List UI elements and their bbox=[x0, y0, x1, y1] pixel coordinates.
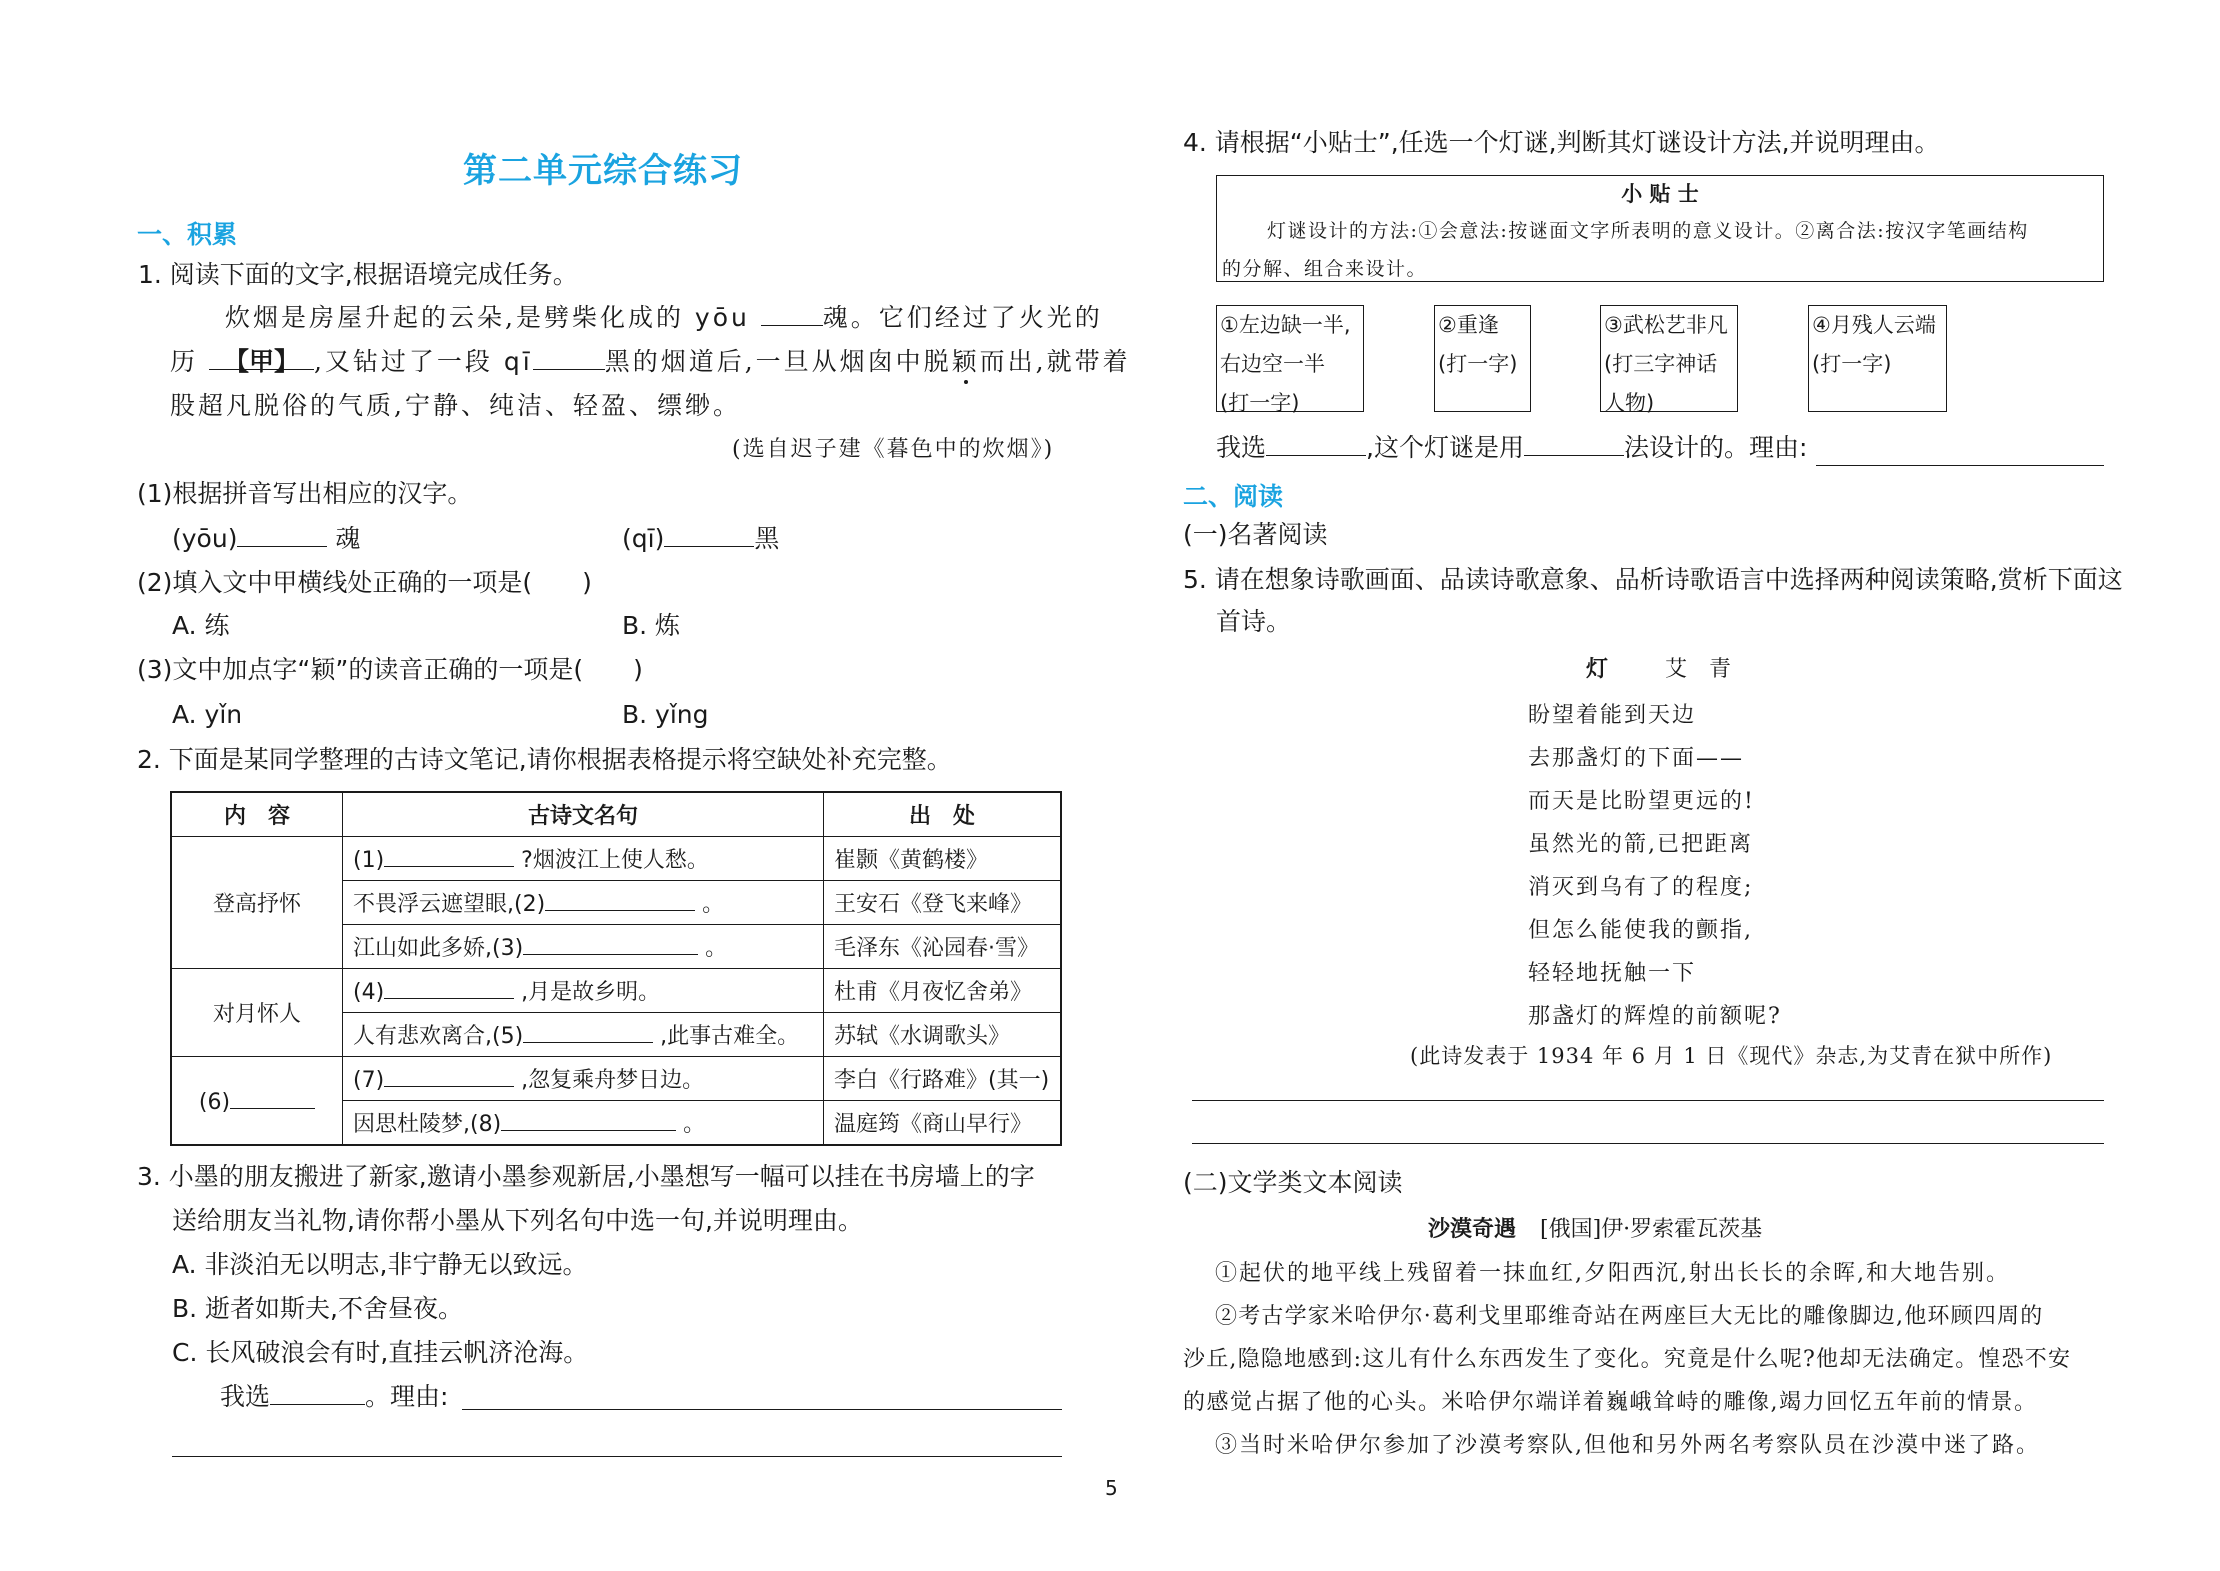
riddle-card-2[interactable] bbox=[1434, 305, 1531, 412]
riddle-line: 右边空一半 bbox=[1220, 352, 1325, 376]
quote-post: 。 bbox=[705, 936, 728, 961]
passage-text: 历 bbox=[170, 347, 199, 376]
quote-cell bbox=[343, 1013, 824, 1057]
page-title: 第二单元综合练习 bbox=[463, 151, 743, 191]
poem-line: 那盏灯的辉煌的前额呢? bbox=[1528, 1004, 1782, 1029]
q2-prompt: 2. 下面是某同学整理的古诗文笔记,请你根据表格提示将空缺处补充完整。 bbox=[137, 745, 952, 774]
quote-post: ,此事古难全。 bbox=[660, 1024, 800, 1049]
quote-post: 。 bbox=[702, 892, 725, 917]
quote-pre: 人有悲欢离合,(5) bbox=[353, 1024, 524, 1049]
passage-text: 炊烟是房屋升起的云朵,是劈柴化成的 bbox=[225, 303, 684, 332]
q1-passage-line2 bbox=[170, 347, 1131, 377]
q1-sub3-prompt: (3)文中加点字“颖”的读音正确的一项是( ) bbox=[137, 655, 643, 684]
quote-cell bbox=[343, 1057, 824, 1101]
answer-blank[interactable] bbox=[523, 1020, 653, 1043]
q3-prompt-line2: 送给朋友当礼物,请你帮小墨从下列名句中选一句,并说明理由。 bbox=[172, 1206, 863, 1235]
choose-label: 我选 bbox=[1216, 433, 1267, 462]
pinyin-label: (yōu) bbox=[172, 524, 238, 553]
quote-pre: (7) bbox=[353, 1068, 385, 1093]
q3-option-b[interactable]: B. 逝者如斯夫,不舍昼夜。 bbox=[172, 1294, 463, 1323]
passage-text: 黑的烟道后,一旦从烟囱中脱 bbox=[604, 347, 952, 376]
char-label: 黑 bbox=[754, 524, 780, 553]
source-cell: 杜甫《月夜忆舍弟》 bbox=[824, 969, 1062, 1013]
q3-prompt-line1: 3. 小墨的朋友搬进了新家,邀请小墨参观新居,小墨想写一幅可以挂在书房墙上的字 bbox=[137, 1162, 1035, 1191]
answer-blank[interactable] bbox=[384, 976, 514, 999]
q4-answer-line bbox=[1216, 433, 1807, 463]
pinyin-label: (qī) bbox=[622, 524, 665, 553]
tip-title: 小 贴 士 bbox=[1621, 182, 1699, 206]
riddle-choice-blank[interactable] bbox=[1266, 433, 1366, 456]
q1-sub1-prompt: (1)根据拼音写出相应的汉字。 bbox=[137, 479, 473, 508]
q1-sub3-option-a[interactable]: A. yǐn bbox=[172, 700, 243, 729]
poem-line: 消灭到乌有了的程度; bbox=[1528, 875, 1754, 900]
poetry-notes-table bbox=[170, 791, 1062, 1146]
quote-pre: 因思杜陵梦,(8) bbox=[353, 1112, 502, 1137]
riddle-card-1[interactable] bbox=[1216, 305, 1364, 415]
char-label: 魂 bbox=[335, 524, 361, 553]
poem-body bbox=[1528, 694, 1782, 1038]
reason-label: 法设计的。理由: bbox=[1623, 433, 1808, 462]
table-row bbox=[171, 1057, 1061, 1101]
q3-reason-underline-2[interactable] bbox=[172, 1456, 1062, 1457]
riddle-line: (打一字) bbox=[1220, 391, 1300, 415]
answer-blank[interactable] bbox=[237, 524, 327, 547]
poem-author: 艾 青 bbox=[1665, 657, 1732, 682]
quote-cell bbox=[343, 837, 824, 881]
poem-line: 而天是比盼望更远的! bbox=[1528, 789, 1755, 814]
quote-post: 。 bbox=[683, 1112, 706, 1137]
q1-prompt: 1. 阅读下面的文字,根据语境完成任务。 bbox=[138, 260, 578, 289]
q1-citation: (选自迟子建《暮色中的炊烟》) bbox=[732, 437, 1055, 462]
source-cell: 苏轼《水调歌头》 bbox=[824, 1013, 1062, 1057]
pinyin-you: yōu bbox=[694, 303, 750, 332]
riddle-line: (打一字) bbox=[1812, 352, 1892, 376]
q1-sub3-option-b[interactable]: B. yǐng bbox=[622, 700, 709, 729]
quote-post: ,忽复乘舟梦日边。 bbox=[521, 1068, 705, 1093]
answer-blank[interactable] bbox=[523, 932, 698, 955]
quote-pre: (1) bbox=[353, 848, 385, 873]
page-number: 5 bbox=[1105, 1476, 1118, 1500]
reason-label: 。理由: bbox=[365, 1382, 449, 1411]
passage-text: 魂。它们经过了火光的 bbox=[822, 303, 1103, 332]
section-heading-reading: 二、阅读 bbox=[1183, 482, 1284, 511]
category-cell: 对月怀人 bbox=[171, 969, 343, 1057]
header-quote: 古诗文名句 bbox=[343, 792, 824, 837]
riddle-line: ③武松艺非凡 bbox=[1604, 313, 1728, 337]
answer-blank[interactable] bbox=[384, 1064, 514, 1087]
poem-line: 盼望着能到天边 bbox=[1528, 703, 1697, 728]
quote-cell bbox=[343, 925, 824, 969]
choice-blank[interactable] bbox=[270, 1382, 365, 1405]
source-cell: 毛泽东《沁园春·雪》 bbox=[824, 925, 1062, 969]
riddle-line: 人物) bbox=[1604, 391, 1655, 415]
choose-label: 我选 bbox=[220, 1382, 271, 1411]
tip-line1: 灯谜设计的方法:①会意法:按谜面文字所表明的意义设计。②离合法:按汉字笔画结构 bbox=[1267, 220, 2029, 242]
q3-reason-underline[interactable] bbox=[462, 1409, 1062, 1410]
story-paragraph-2: ②考古学家米哈伊尔·葛利戈里耶维奇站在两座巨大无比的雕像脚边,他环顾四周的 bbox=[1215, 1304, 2044, 1329]
header-source: 出 处 bbox=[824, 792, 1062, 837]
q1-sub1-a bbox=[172, 524, 360, 554]
category-cell: 登高抒怀 bbox=[171, 837, 343, 969]
answer-blank[interactable] bbox=[501, 1108, 676, 1131]
riddle-line: ①左边缺一半, bbox=[1220, 313, 1351, 337]
table-row bbox=[171, 837, 1061, 881]
answer-blank[interactable] bbox=[545, 888, 695, 911]
quote-post: ,月是故乡明。 bbox=[521, 980, 661, 1005]
riddle-line: (打三字神话 bbox=[1604, 352, 1718, 376]
quote-cell bbox=[343, 1101, 824, 1146]
poem-line: 轻轻地抚触一下 bbox=[1528, 961, 1697, 986]
blank-you[interactable] bbox=[761, 303, 823, 326]
story-paragraph-2-cont2: 的感觉占据了他的心头。米哈伊尔端详着巍峨耸峙的雕像,竭力回忆五年前的情景。 bbox=[1183, 1390, 2038, 1415]
q1-sub2-prompt: (2)填入文中甲横线处正确的一项是( ) bbox=[137, 568, 592, 597]
bracket-jia: 【甲】 bbox=[223, 347, 299, 376]
story-paragraph-3: ③当时米哈伊尔参加了沙漠考察队,但他和另外两名考察队员在沙漠中迷了路。 bbox=[1215, 1433, 2040, 1458]
quote-cell bbox=[343, 881, 824, 925]
quote-cell bbox=[343, 969, 824, 1013]
story-title: 沙漠奇遇 bbox=[1428, 1217, 1517, 1242]
tip-box bbox=[1216, 175, 2104, 282]
q5-answer-line-1[interactable] bbox=[1192, 1100, 2104, 1101]
category-label: (6) bbox=[198, 1090, 231, 1115]
category-cell bbox=[171, 1057, 343, 1146]
q1-sub2-option-b[interactable]: B. 炼 bbox=[622, 611, 681, 640]
table-header-row bbox=[171, 792, 1061, 837]
q3-option-a[interactable]: A. 非淡泊无以明志,非宁静无以致远。 bbox=[172, 1250, 588, 1279]
q4-reason-underline[interactable] bbox=[1816, 465, 2104, 466]
method-blank[interactable] bbox=[1524, 433, 1624, 456]
blank-qi[interactable] bbox=[533, 347, 605, 370]
story-paragraph-2-cont: 沙丘,隐隐地感到:这儿有什么东西发生了变化。究竟是什么呢?他却无法确定。惶恐不安 bbox=[1183, 1347, 2072, 1372]
story-paragraph-1: ①起伏的地平线上残留着一抹血红,夕阳西沉,射出长长的余晖,和大地告别。 bbox=[1215, 1261, 2010, 1286]
poem-line: 虽然光的箭,已把距离 bbox=[1528, 832, 1753, 857]
riddle-line: ②重逢 bbox=[1438, 313, 1499, 337]
table-row bbox=[171, 969, 1061, 1013]
source-cell: 王安石《登飞来峰》 bbox=[824, 881, 1062, 925]
q5-prompt-line1: 5. 请在想象诗歌画面、品读诗歌意象、品析诗歌语言中选择两种阅读策略,赏析下面这 bbox=[1183, 565, 2123, 594]
q1-sub1-b bbox=[622, 524, 779, 554]
riddle-card-3[interactable] bbox=[1600, 305, 1738, 415]
poem-line: 去那盏灯的下面—— bbox=[1528, 746, 1745, 771]
method-label: ,这个灯谜是用 bbox=[1366, 433, 1524, 462]
answer-blank[interactable] bbox=[230, 1086, 315, 1109]
q3-option-c[interactable]: C. 长风破浪会有时,直挂云帆济沧海。 bbox=[172, 1338, 589, 1367]
passage-text: ,又钻过了一段 bbox=[313, 347, 493, 376]
riddle-line: ④月残人云端 bbox=[1812, 313, 1936, 337]
riddle-line: (打一字) bbox=[1438, 352, 1518, 376]
poem-title: 灯 bbox=[1586, 657, 1609, 682]
section-heading-accumulation: 一、积累 bbox=[137, 220, 238, 249]
q4-prompt: 4. 请根据“小贴士”,任选一个灯谜,判断其灯谜设计方法,并说明理由。 bbox=[1183, 128, 1940, 157]
q5-prompt-line2: 首诗。 bbox=[1216, 607, 1292, 636]
q1-passage-line3: 股超凡脱俗的气质,宁静、纯洁、轻盈、缥缈。 bbox=[170, 391, 741, 420]
poem-note: (此诗发表于 1934 年 6 月 1 日《现代》杂志,为艾青在狱中所作) bbox=[1410, 1044, 2053, 1068]
part2-heading: (二)文学类文本阅读 bbox=[1183, 1168, 1403, 1197]
part1-heading: (一)名著阅读 bbox=[1183, 520, 1328, 549]
source-cell: 崔颢《黄鹤楼》 bbox=[824, 837, 1062, 881]
source-cell: 温庭筠《商山早行》 bbox=[824, 1101, 1062, 1146]
answer-blank[interactable] bbox=[384, 844, 514, 867]
answer-blank[interactable] bbox=[664, 524, 754, 547]
q1-sub2-option-a[interactable]: A. 练 bbox=[172, 611, 230, 640]
poem-line: 但怎么能使我的颤指, bbox=[1528, 918, 1753, 943]
q3-answer-line bbox=[220, 1382, 448, 1412]
story-author: [俄国]伊·罗索霍瓦茨基 bbox=[1540, 1217, 1763, 1242]
passage-text: 而出,就带着 bbox=[979, 347, 1131, 376]
pinyin-qi: qī bbox=[503, 347, 533, 376]
quote-pre: 不畏浮云遮望眼,(2) bbox=[353, 892, 546, 917]
quote-pre: (4) bbox=[353, 980, 385, 1005]
q5-answer-line-2[interactable] bbox=[1192, 1143, 2104, 1144]
tip-line2: 的分解、组合来设计。 bbox=[1222, 258, 1428, 280]
quote-pre: 江山如此多娇,(3) bbox=[353, 936, 524, 961]
dotted-char-ying: 颖 bbox=[951, 347, 980, 376]
blank-jia[interactable] bbox=[209, 347, 314, 376]
source-cell: 李白《行路难》(其一) bbox=[824, 1057, 1062, 1101]
q1-passage-line1 bbox=[225, 303, 1103, 333]
header-content: 内 容 bbox=[171, 792, 343, 837]
quote-post: ?烟波江上使人愁。 bbox=[521, 848, 709, 873]
riddle-card-4[interactable] bbox=[1808, 305, 1947, 412]
